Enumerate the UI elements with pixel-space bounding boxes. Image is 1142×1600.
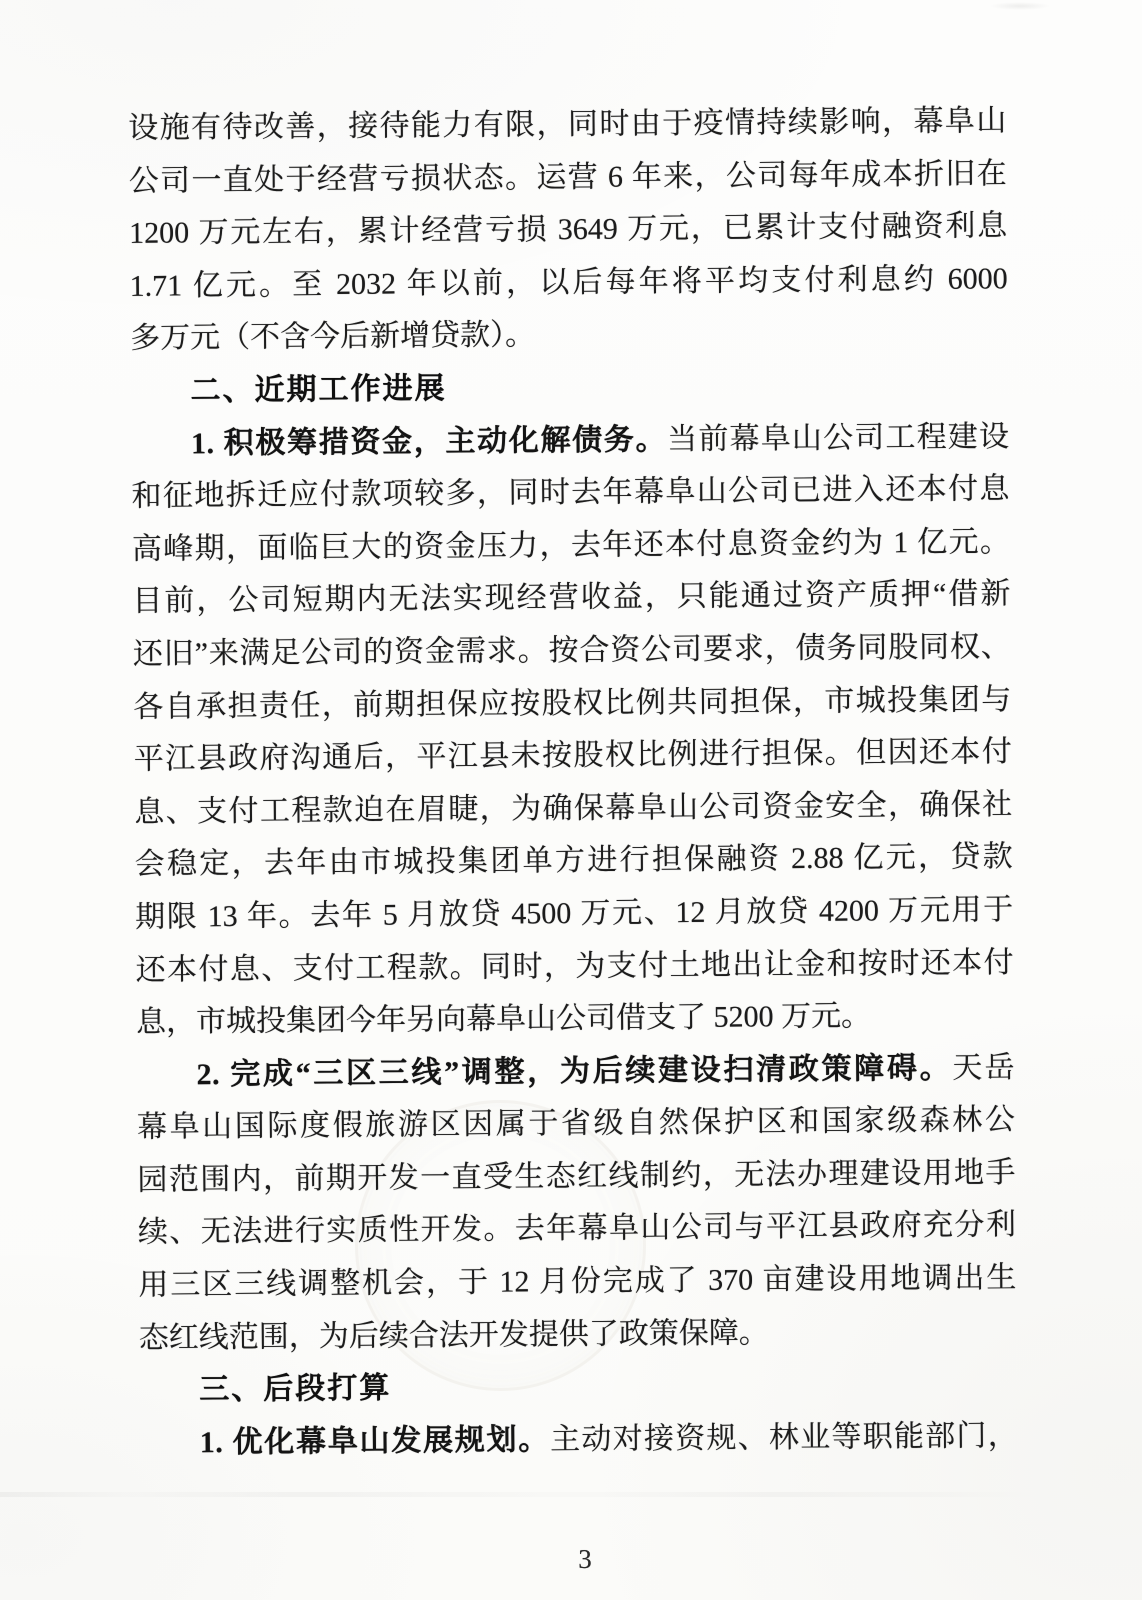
scan-artifact-streak — [0, 1492, 1040, 1497]
text-line — [134, 831, 1012, 891]
text-line — [135, 884, 1013, 944]
text-line — [140, 1410, 1018, 1470]
text-line — [129, 200, 1007, 260]
scan-artifact-speck — [990, 2, 1050, 10]
text-segment-body: 息，市城投集团今年另向幕阜山公司借支了 5200 万元。 — [135, 999, 872, 1039]
text-line — [134, 726, 1012, 786]
text-segment-body: 1.71 亿元。至 2032 年以前，以后每年将平均支付利息约 6000 — [129, 261, 1008, 303]
text-segment-body: 和征地拆迁应付款项较多，同时去年幕阜山公司已进入还本付息 — [131, 472, 1010, 513]
text-segment-body: 设施有待改善，接待能力有限，同时由于疫情持续影响，幕阜山 — [128, 104, 1007, 145]
text-line — [132, 516, 1010, 576]
text-line — [133, 621, 1011, 681]
text-segment-body: 当前幕阜山公司工程建设 — [667, 419, 1010, 456]
text-line — [133, 674, 1011, 734]
text-line — [139, 1305, 1017, 1365]
text-line — [139, 1357, 1017, 1417]
text-segment-body: 平江县政府沟通后，平江县未按股权比例进行担保。但因还本付 — [133, 735, 1012, 776]
text-line — [138, 1200, 1016, 1260]
text-segment-body: 主动对接资规、林业等职能部门， — [549, 1418, 1018, 1457]
text-line — [134, 779, 1012, 839]
text-segment-body: 高峰期，面临巨大的资金压力，去年还本付息资金约为 1 亿元。 — [131, 524, 1011, 566]
text-line — [128, 95, 1006, 155]
text-line — [132, 569, 1010, 629]
text-segment-body: 1200 万元左右，累计经营亏损 3649 万元，已累计支付融资利息 — [129, 209, 1008, 251]
text-line — [136, 989, 1014, 1049]
text-segment-heading: 二、近期工作进展 — [190, 372, 447, 408]
text-segment-body: 态红线范围，为后续合法开发提供了政策保障。 — [138, 1315, 769, 1355]
text-segment-body: 续、无法进行实质性开发。去年幕阜山公司与平江县政府充分利 — [137, 1208, 1017, 1250]
text-segment-lead: 2. 完成“三区三线”调整，为后续建设扫清政策障碍。 — [196, 1051, 953, 1091]
text-segment-body: 还本付息、支付工程款。同时，为支付土地出让金和按时还本付 — [135, 945, 1014, 987]
text-segment-body: 期限 13 年。去年 5 月放贷 4500 万元、12 月放贷 4200 万元用于 — [135, 893, 1014, 934]
text-segment-lead: 1. 优化幕阜山发展规划。 — [199, 1423, 551, 1460]
text-line — [130, 306, 1008, 366]
text-line — [131, 411, 1009, 471]
text-segment-heading: 三、后段打算 — [199, 1371, 392, 1407]
text-segment-body: 息、支付工程款迫在眉睫，为确保幕阜山公司资金安全，确保社 — [134, 787, 1013, 829]
text-segment-body: 幕阜山国际度假旅游区因属于省级自然保护区和国家级森林公 — [136, 1103, 1016, 1145]
text-segment-body: 还旧”来满足公司的资金需求。按合资公司要求，债务同股同权、 — [132, 630, 1011, 671]
text-segment-lead: 1. 积极筹措资金，主动化解债务。 — [190, 422, 668, 460]
text-line — [137, 1147, 1015, 1207]
text-line — [138, 1252, 1016, 1312]
text-segment-body: 用三区三线调整机会，于 12 月份完成了 370 亩建设用地调出生 — [138, 1261, 1017, 1302]
text-segment-body: 天岳 — [952, 1050, 1015, 1085]
text-line — [137, 1094, 1015, 1154]
text-segment-body: 公司一直处于经营亏损状态。运营 6 年来，公司每年成本折旧在 — [128, 156, 1007, 198]
page-number: 3 — [578, 1544, 592, 1574]
text-segment-body: 各自承担责任，前期担保应按股权比例共同担保，市城投集团与 — [133, 682, 1012, 724]
text-line — [129, 148, 1007, 208]
text-line — [135, 937, 1013, 997]
text-line — [131, 463, 1009, 523]
text-segment-body: 园范围内，前期开发一直受生态红线制约，无法办理建设用地手 — [137, 1156, 1016, 1197]
text-line — [136, 1042, 1014, 1102]
text-segment-body: 多万元（不含今后新增贷款）。 — [129, 318, 536, 356]
document-body — [128, 95, 1018, 1470]
text-segment-body: 会稳定，去年由市城投集团单方进行担保融资 2.88 亿元，贷款 — [134, 840, 1013, 882]
text-line — [130, 358, 1008, 418]
text-segment-body: 目前，公司短期内无法实现经营收益，只能通过资产质押“借新 — [132, 577, 1011, 619]
text-line — [129, 253, 1007, 313]
